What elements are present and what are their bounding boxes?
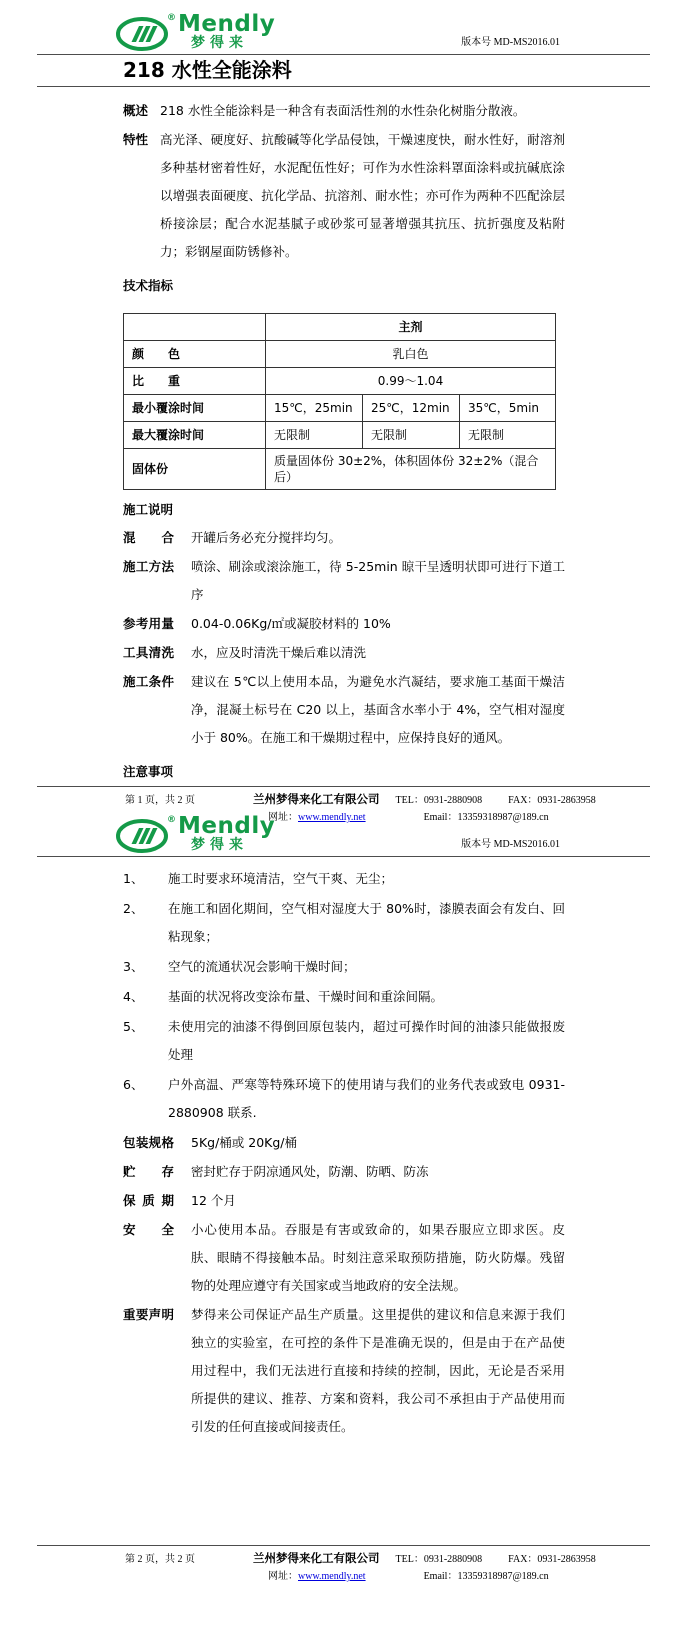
mixing-row	[123, 524, 565, 552]
safety-row	[123, 1216, 565, 1300]
brand-name-cn: 梦得来	[191, 837, 248, 853]
overview-label: 概述	[123, 103, 149, 118]
page1-header	[0, 0, 687, 54]
brand-name-en: Mendly	[178, 11, 276, 37]
brand-logo	[116, 11, 276, 51]
min-recoat-label-cell: 最小覆涂时间	[124, 395, 266, 422]
brand-name-en: Mendly	[178, 813, 276, 839]
page2-header	[0, 790, 687, 856]
company-fax: FAX：0931-2863958	[508, 1554, 596, 1565]
dosage-row	[123, 610, 565, 638]
table-row-color	[124, 341, 556, 368]
spec-table	[123, 313, 556, 490]
caution-item	[123, 1013, 565, 1069]
page-2	[0, 790, 687, 1638]
disclaimer-row	[123, 1301, 565, 1441]
color-value-cell: 乳白色	[266, 341, 556, 368]
tool-cleaning-text: 水，应及时清洗干燥后难以清洗	[191, 645, 367, 660]
caution-item	[123, 983, 565, 1011]
method-row	[123, 553, 565, 609]
conditions-label: 施工条件	[123, 674, 174, 689]
footer-divider	[37, 1545, 650, 1546]
table-row-solids	[124, 449, 556, 490]
version-label: 版本号 MD-MS2016.01	[461, 37, 560, 48]
table-row-header	[124, 314, 556, 341]
brand-logo-icon	[116, 14, 170, 51]
mixing-text: 开罐后务必充分搅拌均匀。	[191, 530, 342, 545]
header-divider	[37, 54, 650, 55]
features-row	[123, 126, 565, 266]
packaging-row	[123, 1129, 565, 1157]
storage-label: 贮存	[123, 1164, 174, 1179]
features-text: 高光泽、硬度好、抗酸碱等化学品侵蚀，干燥速度快，耐水性好，耐溶剂多种基材密着性好，水泥配伍性好；可作为水性涂料罩面涂料或抗碱底涂以增强表面硬度、抗化学品、抗溶剂、耐水性；亦可作为两种不匹配涂层桥接涂层；配合水泥基腻子或砂浆可显著增强其抗压、抗折强度及粘附力；彩钢屋面防锈修补。	[160, 132, 565, 259]
website-label: 网址：	[268, 1571, 298, 1582]
caution-item-number: 4、	[123, 989, 144, 1004]
caution-item	[123, 953, 565, 981]
company-tel: TEL：0931-2880908	[395, 795, 483, 806]
table-row-specific-gravity	[124, 368, 556, 395]
min-recoat-value-cell: 25℃，12min	[363, 395, 460, 422]
footer-line1	[125, 1550, 687, 1566]
method-text: 喷涂、刷涂或滚涂施工，待 5-25min 晾干呈透明状即可进行下道工序	[191, 559, 565, 602]
caution-item-number: 5、	[123, 1019, 144, 1034]
disclaimer-text: 梦得来公司保证产品生产质量。这里提供的建议和信息来源于我们独立的实验室，在可控的条件下是准确无误的，但是由于在产品使用过程中，我们无法进行直接和持续的控制，因此，无论是否采用所提供的建议、推荐、方案和资料，我公司不承担由于产品使用而引发的任何直接或间接责任。	[191, 1307, 565, 1434]
caution-item-number: 6、	[123, 1077, 144, 1092]
caution-item-text: 施工时要求环境清洁，空气干爽、无尘；	[168, 871, 394, 886]
color-label-cell: 颜色	[124, 341, 266, 368]
footer-divider	[37, 786, 650, 787]
header-divider	[37, 856, 650, 857]
page-number: 第 2 页，共 2 页	[125, 1554, 195, 1565]
brand-name-cn: 梦得来	[191, 35, 248, 51]
brand-logo	[116, 813, 276, 853]
caution-item-text: 在施工和固化期间，空气相对湿度大于 80%时，漆膜表面会有发白、回粘现象；	[168, 901, 565, 944]
caution-item-number: 2、	[123, 901, 144, 916]
disclaimer-label: 重要声明	[123, 1307, 174, 1322]
page2-content	[123, 865, 565, 1442]
storage-row	[123, 1158, 565, 1186]
shelf-life-row	[123, 1187, 565, 1215]
page-number: 第 1 页，共 2 页	[125, 795, 195, 806]
registered-trademark-icon: ®	[167, 13, 176, 23]
product-title: 218 水性全能涂料	[123, 58, 292, 82]
gravity-label-cell: 比重	[124, 368, 266, 395]
footer-line2	[268, 1567, 687, 1582]
solids-value-cell: 质量固体份 30±2%，体积固体份 32±2%（混合后）	[266, 449, 556, 490]
solids-label-cell: 固体份	[124, 449, 266, 490]
tool-cleaning-label: 工具清洗	[123, 645, 174, 660]
min-recoat-value-cell: 15℃，25min	[266, 395, 363, 422]
company-email: Email：13359318987@189.cn	[423, 812, 549, 823]
caution-item-number: 3、	[123, 959, 144, 974]
brand-logo-text	[178, 11, 276, 51]
page2-footer	[0, 1545, 687, 1582]
storage-text: 密封贮存于阴凉通风处，防潮、防晒、防冻	[191, 1164, 429, 1179]
tool-cleaning-row	[123, 639, 565, 667]
max-recoat-value-cell: 无限制	[363, 422, 460, 449]
shelf-life-text: 12 个月	[191, 1193, 236, 1208]
packaging-text: 5Kg/桶或 20Kg/桶	[191, 1135, 298, 1150]
construction-heading: 施工说明	[123, 502, 174, 517]
table-cell-empty	[124, 314, 266, 341]
brand-logo-text	[178, 813, 276, 853]
main-agent-header-cell: 主剂	[266, 314, 556, 341]
overview-row	[123, 97, 565, 125]
caution-item	[123, 865, 565, 893]
website-label: 网址：	[268, 812, 298, 823]
conditions-row	[123, 668, 565, 752]
shelf-life-label: 保质期	[123, 1193, 174, 1208]
caution-item-text: 基面的状况将改变涂布量、干燥时间和重涂间隔。	[168, 989, 444, 1004]
max-recoat-value-cell: 无限制	[266, 422, 363, 449]
caution-item-number: 1、	[123, 871, 144, 886]
mixing-label: 混合	[123, 530, 174, 545]
tech-specs-heading: 技术指标	[123, 278, 174, 293]
max-recoat-label-cell: 最大覆涂时间	[124, 422, 266, 449]
caution-item	[123, 895, 565, 951]
dosage-label: 参考用量	[123, 616, 174, 631]
table-row-min-recoat	[124, 395, 556, 422]
method-label: 施工方法	[123, 559, 174, 574]
caution-item-text: 空气的流通状况会影响干燥时间；	[168, 959, 356, 974]
page1-content	[123, 93, 565, 786]
max-recoat-value-cell: 无限制	[460, 422, 556, 449]
brand-logo-icon	[116, 816, 170, 853]
caution-item	[123, 1071, 565, 1127]
safety-text: 小心使用本品。吞服是有害或致命的，如果吞服应立即求医。皮肤、眼睛不得接触本品。时刻注意采取预防措施，防火防爆。残留物的处理应遵守有关国家或当地政府的安全法规。	[191, 1222, 565, 1293]
caution-item-text: 未使用完的油漆不得倒回原包装内，超过可操作时间的油漆只能做报废处理	[168, 1019, 565, 1062]
company-tel: TEL：0931-2880908	[395, 1554, 483, 1565]
safety-label: 安全	[123, 1222, 174, 1237]
packaging-label: 包装规格	[123, 1135, 174, 1150]
registered-trademark-icon: ®	[167, 815, 176, 825]
gravity-value-cell: 0.99～1.04	[266, 368, 556, 395]
website-link[interactable]: www.mendly.net	[298, 1571, 366, 1582]
website-link[interactable]: www.mendly.net	[298, 812, 366, 823]
company-name: 兰州梦得来化工有限公司	[253, 792, 380, 806]
company-fax: FAX：0931-2863958	[508, 795, 596, 806]
company-email: Email：13359318987@189.cn	[423, 1571, 549, 1582]
caution-item-text: 户外高温、严寒等特殊环境下的使用请与我们的业务代表或致电 0931-2880908 联系.	[168, 1077, 565, 1120]
dosage-text: 0.04-0.06Kg/㎡或凝胶材料的 10%	[191, 616, 391, 631]
version-label: 版本号 MD-MS2016.01	[461, 839, 560, 850]
min-recoat-value-cell: 35℃，5min	[460, 395, 556, 422]
company-name: 兰州梦得来化工有限公司	[253, 1551, 380, 1565]
table-row-max-recoat	[124, 422, 556, 449]
title-divider	[37, 86, 650, 87]
overview-text: 218 水性全能涂料是一种含有表面活性剂的水性杂化树脂分散液。	[160, 103, 526, 118]
conditions-text: 建议在 5℃以上使用本品，为避免水汽凝结，要求施工基面干燥洁净，混凝土标号在 C20 以上，基面含水率小于 4%，空气相对湿度小于 80%。在施工和干燥期过程中，应保持良好的通风。	[191, 674, 565, 745]
cautions-heading: 注意事项	[123, 764, 174, 779]
features-label: 特性	[123, 132, 149, 147]
